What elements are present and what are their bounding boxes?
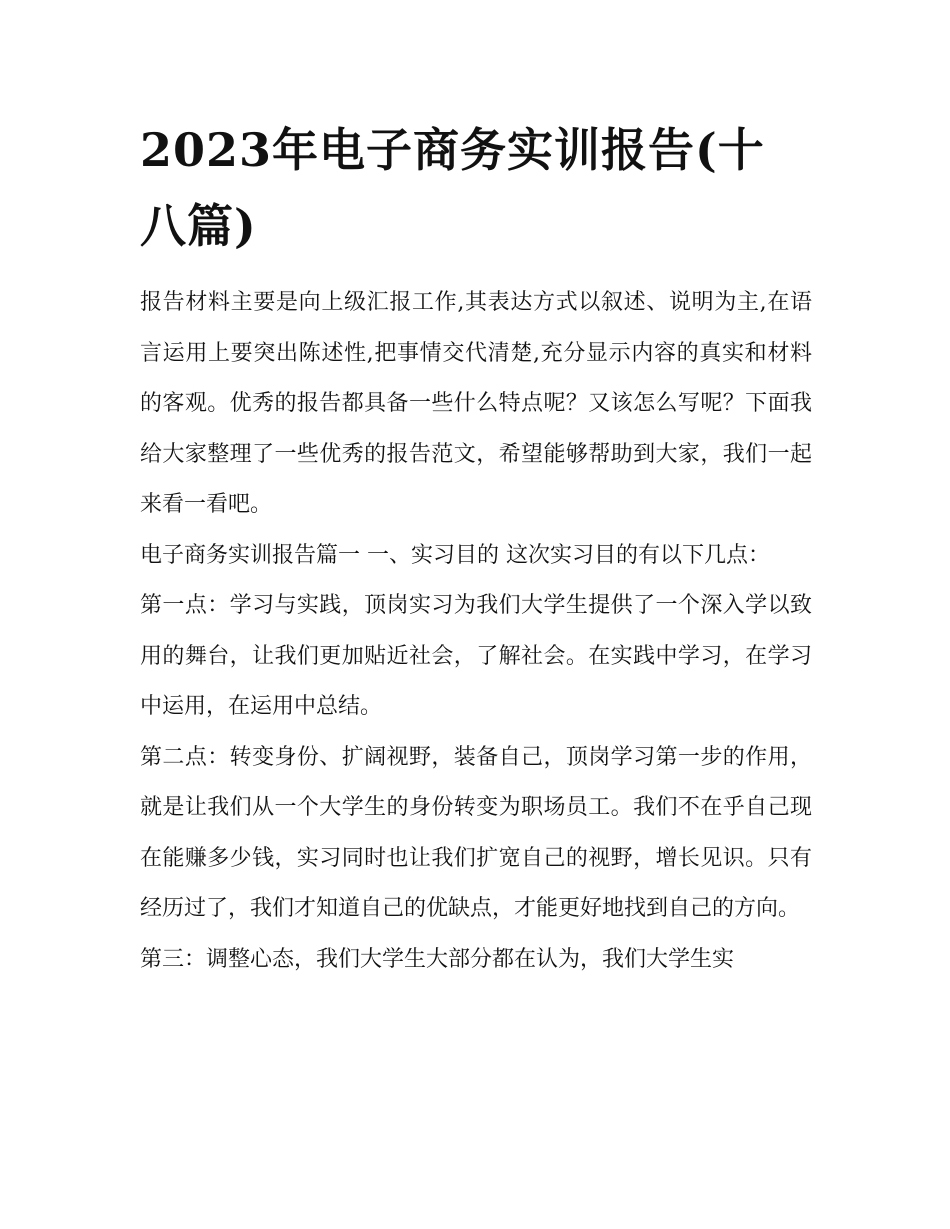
body-paragraph: 报告材料主要是向上级汇报工作,其表达方式以叙述、说明为主,在语言运用上要突出陈述性,把事情交代清楚,充分显示内容的真实和材料的客观。优秀的报告都具备一些什么特点呢？又该怎么写呢？下面我给大家整理了一些优秀的报告范文，希望能够帮助到大家，我们一起来看一看吧。	[140, 290, 812, 517]
body-paragraph: 第一点：学习与实践，顶岗实习为我们大学生提供了一个深入学以致用的舞台，让我们更加贴近社会，了解社会。在实践中学习，在学习中运用，在运用中总结。	[140, 593, 812, 719]
body-paragraph: 第二点：转变身份、扩阔视野，装备自己，顶岗学习第一步的作用，就是让我们从一个大学生的身份转变为职场员工。我们不在乎自己现在能赚多少钱，实习同时也让我们扩宽自己的视野，增长见识。只有经历过了，我们才知道自己的优缺点，才能更好地找到自己的方向。	[140, 744, 812, 921]
body-paragraph: 第三：调整心态，我们大学生大部分都在认为，我们大学生实	[140, 946, 735, 972]
document-title: 2023年电子商务实训报告(十 八篇)	[140, 123, 765, 253]
document-page	[140, 112, 812, 985]
document-body	[140, 278, 812, 985]
body-paragraph: 电子商务实训报告篇一 一、实习目的 这次实习目的有以下几点：	[140, 542, 770, 568]
